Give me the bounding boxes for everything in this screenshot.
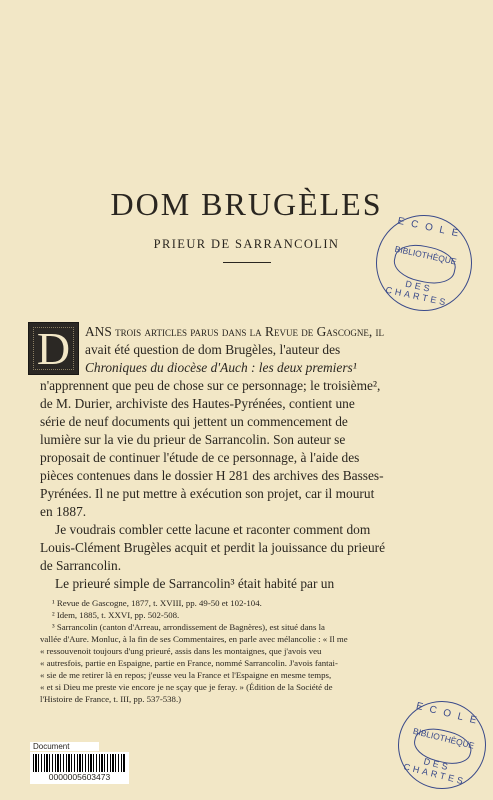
page-title: DOM BRUGÈLES bbox=[110, 186, 383, 222]
footnote-line: l'Histoire de France, t. III, pp. 537-538.) bbox=[40, 694, 182, 704]
footnote-line: « autresfois, partie en Espaigne, partie en France, nommé Sarrancolin. J'avois fantai- bbox=[40, 658, 338, 668]
stamp-bibliotheque: BIBLIOTHÈQUE bbox=[393, 243, 458, 267]
barcode bbox=[30, 752, 129, 784]
stamp-chartes: DES CHARTES bbox=[384, 278, 450, 308]
page-subtitle: PRIEUR DE SARRANCOLIN bbox=[153, 237, 340, 251]
barcode-number: 0000005603473 bbox=[48, 772, 111, 782]
footnote-line: ² Idem, 1885, t. XXVI, pp. 502-508. bbox=[52, 610, 180, 620]
body-line: de Sarrancolin. bbox=[40, 558, 122, 573]
footnote-line: ³ Sarrancolin (canton d'Arreau, arrondissement de Bagnères), est situé dans la bbox=[52, 622, 325, 632]
footnote-line: ¹ Revue de Gascogne, 1877, t. XVIII, pp. 49-50 et 102-104. bbox=[52, 598, 262, 608]
footnote-line: « ressouvenoit toujours d'ung prieuré, assis dans les montaignes, que j'avois veu bbox=[40, 646, 322, 656]
body-line: série de neuf documents qui jettent un commencement de bbox=[40, 414, 348, 429]
stamp-bibliotheque: BIBLIOTHÈQUE bbox=[412, 725, 476, 751]
stamp-ecole: ECOLE bbox=[396, 215, 467, 241]
library-stamp bbox=[389, 692, 493, 799]
body-line: proposait de continuer l'étude de ce personnage, à l'aide des bbox=[40, 450, 360, 465]
stamp-chartes: DES CHARTES bbox=[402, 756, 467, 787]
footnote-line: « sie de me retirer là en repos; j'eusse veu la France et l'Espaigne en mesme temps, bbox=[40, 670, 332, 680]
footnote-line: « et si Dieu me preste vie encore je ne sçay que je feray. » (Édition de la Société de bbox=[40, 682, 333, 692]
barcode-bars bbox=[33, 754, 126, 772]
body-line: avait été question de dom Brugèles, l'auteur des bbox=[85, 342, 341, 357]
body-line: Le prieuré simple de Sarrancolin³ était habité par un bbox=[55, 576, 335, 591]
stamp-ecole: ECOLE bbox=[414, 700, 485, 729]
body-line: Pyrénées. Il ne put mettre à exécution son projet, car il mourut bbox=[40, 486, 375, 501]
body-line: ANS trois articles parus dans la Revue de Gascogne, il bbox=[85, 324, 385, 339]
body-line: lumière sur la vie du prieur de Sarrancolin. Son auteur se bbox=[40, 432, 346, 447]
footnote-line: vallée d'Aure. Monluc, à la fin de ses Commentaires, en parle avec mélancolie : « Il me bbox=[40, 634, 348, 644]
body-line: n'apprennent que peu de chose sur ce personnage; le troisième², bbox=[40, 378, 381, 393]
body-line: Chroniques du diocèse d'Auch : les deux premiers¹ bbox=[85, 360, 357, 375]
body-line: de M. Durier, archiviste des Hautes-Pyrénées, contient une bbox=[40, 396, 355, 411]
drop-cap bbox=[28, 322, 79, 375]
body-line: Louis-Clément Brugèles acquit et perdit la jouissance du prieuré bbox=[40, 540, 386, 555]
document-label: Document bbox=[30, 742, 99, 751]
library-stamp bbox=[367, 206, 481, 320]
body-line: en 1887. bbox=[40, 504, 87, 519]
title-rule bbox=[223, 262, 271, 263]
body-line: Je voudrais combler cette lacune et raconter comment dom bbox=[55, 522, 371, 537]
body-line: pièces contenues dans le dossier H 281 des archives des Basses- bbox=[40, 468, 384, 483]
drop-cap-letter: D bbox=[36, 323, 71, 374]
